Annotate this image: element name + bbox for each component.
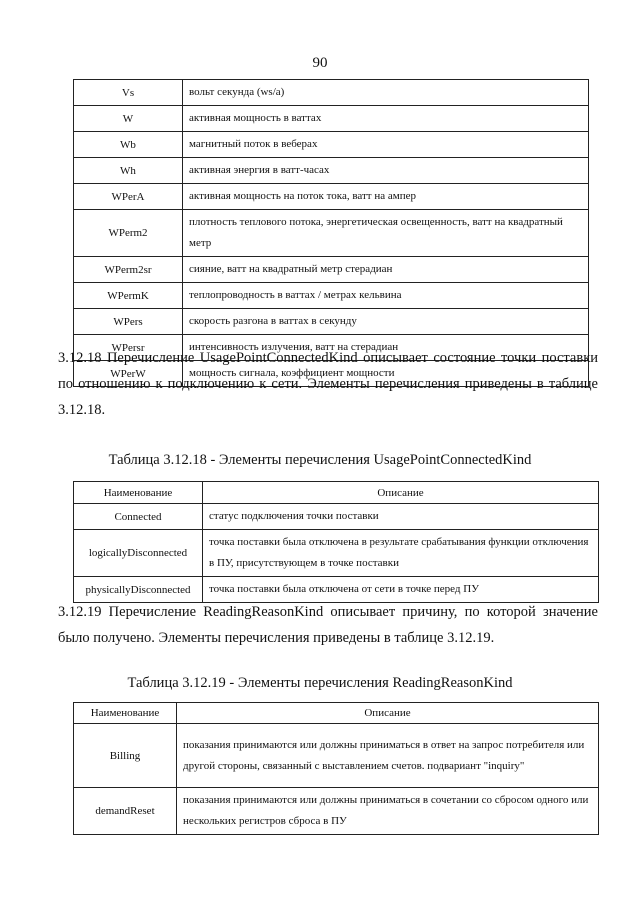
row-description: скорость разгона в ваттах в секунду: [183, 309, 589, 335]
row-name: WPerm2: [74, 210, 183, 257]
row-name: Wb: [74, 132, 183, 158]
row-description: показания принимаются или должны приниматься в ответ на запрос потребителя или другой стороны, связанный с выставлением счетов. подвариант "inquiry": [177, 724, 599, 788]
row-description: точка поставки была отключена от сети в точке перед ПУ: [203, 577, 599, 603]
row-name: WPermK: [74, 283, 183, 309]
row-name: WPerA: [74, 184, 183, 210]
row-description: плотность теплового потока, энергетическая освещенность, ватт на квадратный метр: [183, 210, 589, 257]
row-description: показания принимаются или должны приниматься в сочетании со сбросом одного или нескольких регистров сброса в ПУ: [177, 788, 599, 835]
table-row: [74, 504, 599, 530]
table-header-description: Описание: [177, 703, 599, 724]
section-19-paragraph: 3.12.19 Перечисление ReadingReasonKind описывает причину, по которой значение было получено. Элементы перечисления приведены в таблице 3.12.19.: [58, 604, 598, 646]
row-description: интенсивность излучения, ватт на стерадиан: [183, 335, 589, 361]
row-name: WPers: [74, 309, 183, 335]
row-description: активная энергия в ватт-часах: [183, 158, 589, 184]
table-row: [74, 210, 589, 257]
table-usage-point-connected-kind: [73, 481, 599, 603]
row-name: W: [74, 106, 183, 132]
table-row: [74, 132, 589, 158]
row-description: статус подключения точки поставки: [203, 504, 599, 530]
table-18-caption: Таблица 3.12.18 - Элементы перечисления UsagePointConnectedKind: [108, 452, 532, 468]
row-name: WPerW: [74, 361, 183, 387]
table-header-name: Наименование: [74, 703, 177, 724]
table-reading-reason-kind: [73, 702, 599, 835]
table-row: [74, 309, 589, 335]
section-18-paragraph: 3.12.18 Перечисление UsagePointConnectedKind описывает состояние точки поставки по отношению к подключению к сети. Элементы перечисления приведены в таблице 3.12.18.: [58, 350, 598, 418]
units-table: [73, 79, 589, 387]
row-description: сияние, ватт на квадратный метр стерадиан: [183, 257, 589, 283]
table-row: [74, 184, 589, 210]
row-name: Wh: [74, 158, 183, 184]
row-description: активная мощность на поток тока, ватт на ампер: [183, 184, 589, 210]
table-header-description: Описание: [203, 482, 599, 504]
row-name: Connected: [74, 504, 203, 530]
row-description: вольт секунда (ws/a): [183, 80, 589, 106]
table-row: [74, 724, 599, 788]
table-row: [74, 158, 589, 184]
table-header-name: Наименование: [74, 482, 203, 504]
row-description: активная мощность в ваттах: [183, 106, 589, 132]
row-description: магнитный поток в веберах: [183, 132, 589, 158]
row-name: Billing: [74, 724, 177, 788]
row-name: WPersr: [74, 335, 183, 361]
table-row: [74, 257, 589, 283]
page-number: 90: [312, 55, 328, 71]
row-name: logicallyDisconnected: [74, 530, 203, 577]
row-name: physicallyDisconnected: [74, 577, 203, 603]
row-name: WPerm2sr: [74, 257, 183, 283]
table-19-caption: Таблица 3.12.19 - Элементы перечисления ReadingReasonKind: [127, 675, 513, 691]
row-name: demandReset: [74, 788, 177, 835]
row-description: теплопроводность в ваттах / метрах кельвина: [183, 283, 589, 309]
table-row: [74, 530, 599, 577]
table-row: [74, 106, 589, 132]
row-description: точка поставки была отключена в результате срабатывания функции отключения в ПУ, присутствующем в точке поставки: [203, 530, 599, 577]
row-description: мощность сигнала, коэффициент мощности: [183, 361, 589, 387]
table-row: [74, 80, 589, 106]
table-row: [74, 283, 589, 309]
table-row: [74, 788, 599, 835]
row-name: Vs: [74, 80, 183, 106]
